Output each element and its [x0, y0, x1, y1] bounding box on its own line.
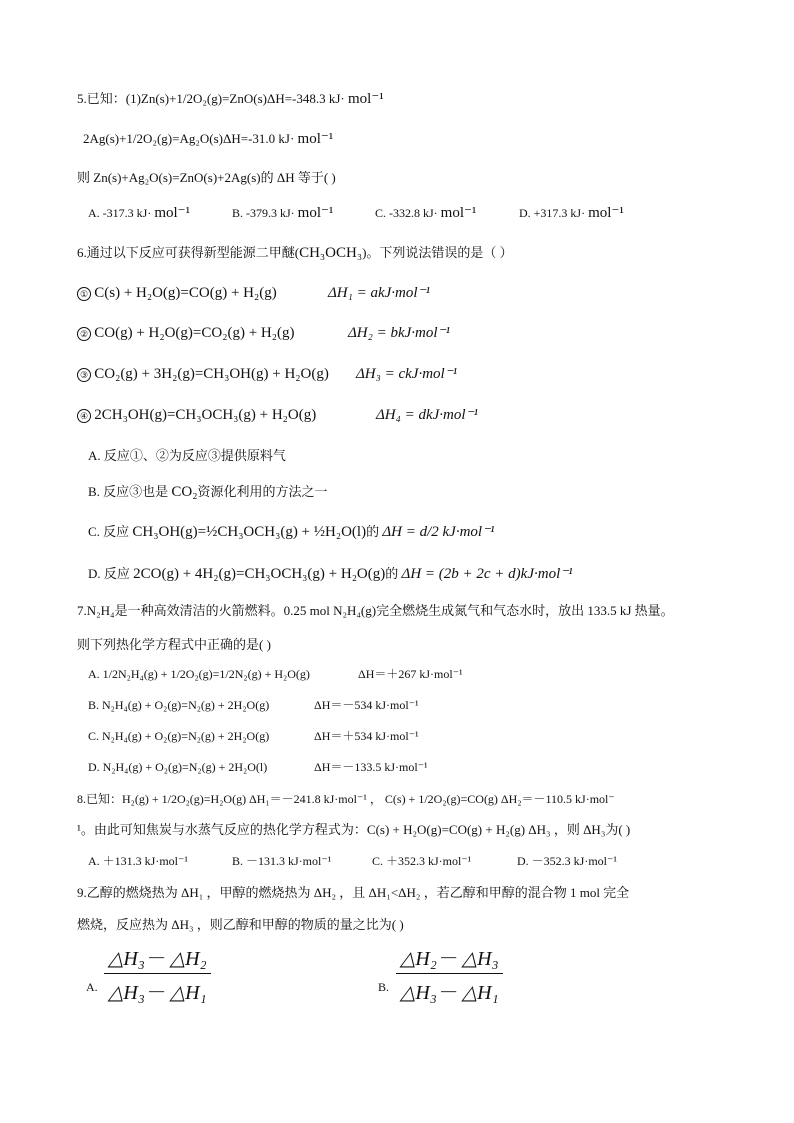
- q9-option-b-fraction[interactable]: [396, 942, 503, 1005]
- q8-option-b[interactable]: B. －131.3 kJ·mol⁻¹: [232, 854, 332, 868]
- q9-option-a-numerator: △H₃－ △H₂: [104, 942, 211, 974]
- q7-option-b-equation: B. N₂H₄(g) + O₂(g)=N₂(g) + 2H₂O(g): [88, 698, 270, 712]
- q6-reaction-1: [77, 286, 277, 301]
- q5-option-b-text: B. -379.3 kJ·: [232, 206, 295, 220]
- q6-option-c-equation: CH₃OH(g)=½CH₃OCH₃(g) + ½H₂O(l): [132, 524, 367, 540]
- q7-option-a-equation: A. 1/2N₂H₄(g) + 1/2O₂(g)=1/2N₂(g) + H₂O(g): [88, 667, 310, 681]
- q7-option-d-enthalpy: ΔH＝－133.5 kJ·mol⁻¹: [314, 760, 428, 774]
- q5-option-a[interactable]: [88, 206, 190, 221]
- q9-option-b-denominator: △H₃－ △H₁: [400, 982, 499, 1004]
- reaction-number-2: ②: [77, 327, 91, 341]
- q5-option-a-text: A. -317.3 kJ·: [88, 206, 152, 220]
- q5-question: 则 Zn(s)+Ag₂O(s)=ZnO(s)+2Ag(s)的 ΔH 等于( ): [77, 170, 336, 185]
- q8-option-a[interactable]: A. ＋131.3 kJ·mol⁻¹: [88, 854, 188, 868]
- q6-option-d[interactable]: [88, 567, 573, 582]
- q7-option-b-enthalpy: ΔH＝－534 kJ·mol⁻¹: [314, 698, 419, 712]
- q7-option-c-equation: C. N₂H₄(g) + O₂(g)=N₂(g) + 2H₂O(g): [88, 729, 270, 743]
- q5-line2-unit: mol⁻¹: [297, 131, 334, 147]
- q5-option-d-unit: mol⁻¹: [588, 205, 624, 221]
- q5-line2-text: 2Ag(s)+1/2O₂(g)=Ag₂O(s)ΔH=-31.0 kJ·: [83, 131, 295, 146]
- q6-option-d-pre: D. 反应: [88, 566, 130, 581]
- q5-stem: [77, 92, 384, 107]
- q9-stem: 9.乙醇的燃烧热为 ΔH₁ ，甲醇的燃烧热为 ΔH₂ ，且 ΔH₁<ΔH₂ ，若乙醇和甲醇的混合物 1 mol 完全: [77, 885, 630, 900]
- q5-option-c[interactable]: [375, 206, 476, 221]
- q8-option-c[interactable]: C. ＋352.3 kJ·mol⁻¹: [372, 854, 472, 868]
- q6-option-c-mid: 的: [366, 524, 380, 539]
- reaction-2-enthalpy: ΔH₂ = bkJ·mol⁻¹: [348, 325, 450, 341]
- q7-option-d-equation: D. N₂H₄(g) + O₂(g)=N₂(g) + 2H₂O(l): [88, 760, 268, 774]
- q7-stem-2: 则下列热化学方程式中正确的是( ): [77, 637, 271, 652]
- reaction-4-enthalpy: ΔH₄ = dkJ·mol⁻¹: [376, 407, 478, 423]
- q7-option-c-enthalpy: ΔH＝＋534 kJ·mol⁻¹: [314, 729, 419, 743]
- q5-option-c-text: C. -332.8 kJ·: [375, 206, 438, 220]
- q6-reaction-4: [77, 408, 316, 423]
- q6-option-a[interactable]: A. 反应①、②为反应③提供原料气: [88, 448, 286, 463]
- q5-line2: [83, 132, 333, 147]
- q8-option-d[interactable]: D. －352.3 kJ·mol⁻¹: [517, 854, 617, 868]
- q6-option-b-formula: CO₂: [171, 484, 198, 500]
- q8-stem: 8.已知：H₂(g) + 1/2O₂(g)=H₂O(g) ΔH₁＝－241.8 kJ·mol⁻¹ ， C(s) + 1/2O₂(g)=CO(g) ΔH₂＝－110.5 kJ·mol⁻: [77, 792, 615, 806]
- reaction-number-3: ③: [77, 368, 91, 382]
- q5-option-c-unit: mol⁻¹: [440, 205, 477, 221]
- q9-option-a-fraction[interactable]: [104, 942, 211, 1005]
- q6-option-d-equation: 2CO(g) + 4H₂(g)=CH₃OCH₃(g) + H₂O(g): [133, 566, 386, 582]
- q5-option-d-text: D. +317.3 kJ·: [519, 206, 586, 220]
- reaction-4-equation: 2CH₃OH(g)=CH₃OCH₃(g) + H₂O(g): [94, 407, 317, 423]
- q9-option-b-numerator: △H₂－ △H₃: [396, 942, 503, 974]
- reaction-1-enthalpy: ΔH₁ = akJ·mol⁻¹: [328, 285, 430, 301]
- q6-option-b-pre: B. 反应③也是: [88, 484, 169, 499]
- q9-option-b-label[interactable]: B.: [378, 980, 390, 994]
- q9-stem-2: 燃烧，反应热为 ΔH₃ ，则乙醇和甲醇的物质的量之比为( ): [77, 917, 404, 932]
- q6-reaction-3: [77, 367, 329, 382]
- q6-option-c-pre: C. 反应: [88, 524, 130, 539]
- q9-option-a-denominator: △H₃－ △H₁: [108, 982, 207, 1004]
- q5-option-b-unit: mol⁻¹: [297, 205, 334, 221]
- reaction-3-equation: CO₂(g) + 3H₂(g)=CH₃OH(g) + H₂O(g): [94, 366, 329, 382]
- q6-option-c[interactable]: [88, 525, 495, 540]
- q6-stem: [77, 246, 513, 261]
- reaction-3-enthalpy: ΔH₃ = ckJ·mol⁻¹: [356, 366, 458, 382]
- q6-option-d-enthalpy: ΔH = (2b + 2c + d)kJ·mol⁻¹: [401, 566, 573, 582]
- q7-option-d[interactable]: [88, 761, 267, 773]
- reaction-2-equation: CO(g) + H₂O(g)=CO₂(g) + H₂(g): [94, 325, 295, 341]
- q9-option-a-label[interactable]: A.: [86, 980, 98, 994]
- q8-stem-2: ¹。由此可知焦炭与水蒸气反应的热化学方程式为：C(s) + H₂O(g)=CO(g) + H₂(g) ΔH₃ ，则 ΔH₃为( ): [77, 822, 631, 837]
- q5-stem-unit: mol⁻¹: [348, 91, 384, 107]
- q6-option-d-mid: 的: [385, 566, 399, 581]
- q5-option-b[interactable]: [232, 206, 333, 221]
- q7-option-b[interactable]: [88, 699, 269, 711]
- q7-stem: 7.N₂H₄是一种高效清洁的火箭燃料。0.25 mol N₂H₄(g)完全燃烧生成氮气和气态水时，放出 133.5 kJ 热量。: [77, 603, 674, 618]
- q6-stem-pre: 6.通过以下反应可获得新型能源二甲醚(: [77, 245, 300, 260]
- reaction-number-4: ④: [77, 409, 91, 423]
- q7-option-c[interactable]: [88, 730, 269, 742]
- q6-option-b[interactable]: [88, 485, 328, 500]
- q6-option-b-post: 资源化利用的方法之一: [197, 484, 328, 499]
- q6-reaction-2: [77, 326, 294, 341]
- q6-formula: CH₃OCH₃: [299, 245, 363, 261]
- q6-option-c-enthalpy: ΔH = d/2 kJ·mol⁻¹: [382, 524, 495, 540]
- q5-stem-text: 5.已知：(1)Zn(s)+1/2O₂(g)=ZnO(s)ΔH=-348.3 kJ·: [77, 91, 345, 106]
- reaction-number-1: ①: [77, 287, 91, 301]
- q7-option-a[interactable]: [88, 668, 310, 680]
- q6-stem-post: )。下列说法错误的是（ ）: [362, 245, 513, 260]
- reaction-1-equation: C(s) + H₂O(g)=CO(g) + H₂(g): [94, 285, 277, 301]
- q5-option-d[interactable]: [519, 206, 624, 221]
- q7-option-a-enthalpy: ΔH＝＋267 kJ·mol⁻¹: [358, 667, 463, 681]
- q5-option-a-unit: mol⁻¹: [154, 205, 191, 221]
